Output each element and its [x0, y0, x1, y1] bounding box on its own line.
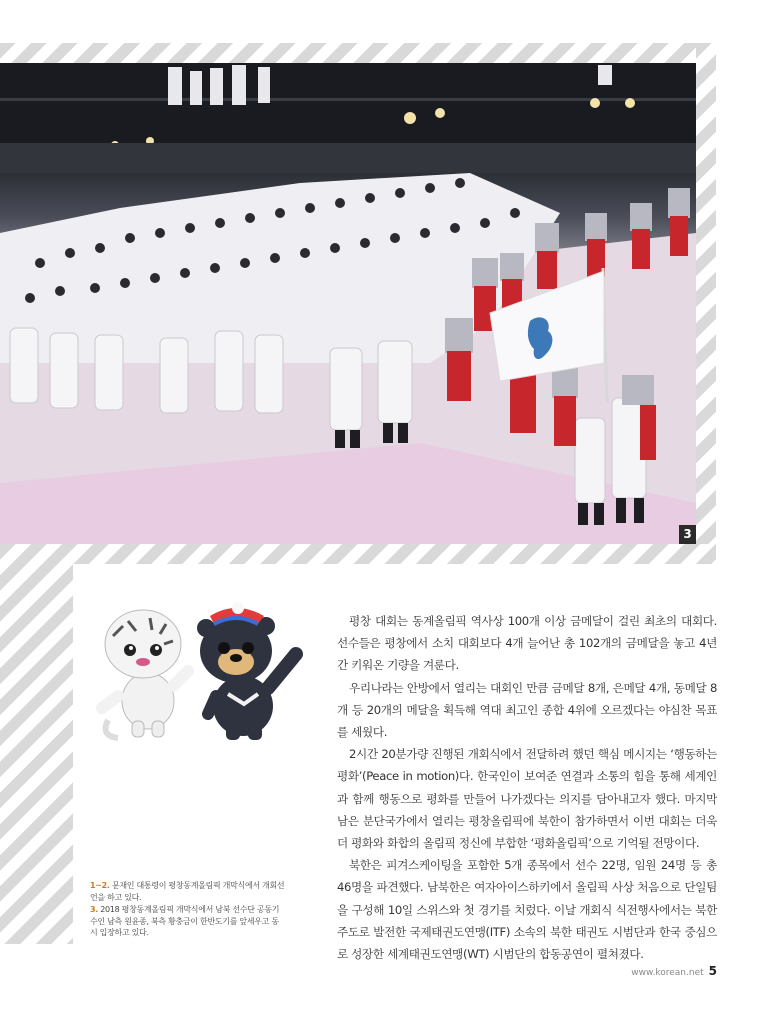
- photo-caption: [90, 880, 286, 940]
- stripe-band-top: [0, 43, 716, 65]
- page-footer: [631, 964, 717, 978]
- page-number: 5: [708, 964, 717, 978]
- photo-illustration: [0, 63, 696, 544]
- caption-item: 1~2. 문재인 대통령이 평창동계올림픽 개막식에서 개회선언을 하고 있다.: [90, 881, 285, 902]
- mascot-illustration: [88, 596, 310, 746]
- caption-item: 3. 2018 평창동계올림픽 개막식에서 남북 선수단 공동기수인 남측 원윤종, 북측 황충금이 한반도기를 앞세우고 동시 입장하고 있다.: [90, 905, 280, 937]
- stripe-band-middle: [0, 544, 716, 564]
- article-paragraph: 2시간 20분가량 진행된 개회식에서 전달하려 했던 핵심 메시지는 ‘행동하는 평화’(Peace in motion)다. 한국인이 보여준 연결과 소통의 힘을 통해 세계인과 함께 행동으로 평화를 만들어 나가겠다는 의지를 담아내고자 했다. 마지막 남은 분단국가에서 열리는 평창올림픽에 북한이 참가하면서 이번 대회는 더욱더 평화와 화합의 올림픽 정신에 부합한 ‘평화올림픽’으로 기억될 전망이다.: [337, 747, 717, 851]
- article-paragraph: 우리나라는 안방에서 열리는 대회인 만큼 금메달 8개, 은메달 4개, 동메달 8개 등 20개의 메달을 획득해 역대 최고인 종합 4위에 오르겠다는 야심찬 목표를 세웠다.: [337, 680, 717, 740]
- opening-ceremony-photo: [0, 63, 696, 544]
- footer-url: www.korean.net: [631, 968, 704, 978]
- stripe-band-left: [0, 544, 73, 944]
- article-paragraph: 북한은 피겨스케이팅을 포함한 5개 종목에서 선수 22명, 임원 24명 등 총 46명을 파견했다. 남북한은 여자아이스하키에서 올림픽 사상 처음으로 단일팀을 구성해 10일 스위스와 첫 경기를 치렀다. 이날 개회식 식전행사에서는 북한 주도로 발전한 국제태권도연맹(ITF) 소속의 북한 태권도 시범단과 한국 중심으로 성장한 세계태권도연맹(WT) 시범단의 합동공연이 펼쳐졌다.: [337, 858, 717, 962]
- article-paragraph: 평창 대회는 동계올림픽 역사상 100개 이상 금메달이 걸린 최초의 대회다. 선수들은 평창에서 소치 대회보다 4개 늘어난 총 102개의 금메달을 놓고 4년간 키워온 기량을 겨룬다.: [337, 614, 717, 673]
- article-body: [337, 610, 717, 965]
- stripe-band-right: [696, 43, 716, 563]
- mascots-soohorang-bandabi: [88, 596, 310, 746]
- photo-number-badge: 3: [679, 525, 696, 544]
